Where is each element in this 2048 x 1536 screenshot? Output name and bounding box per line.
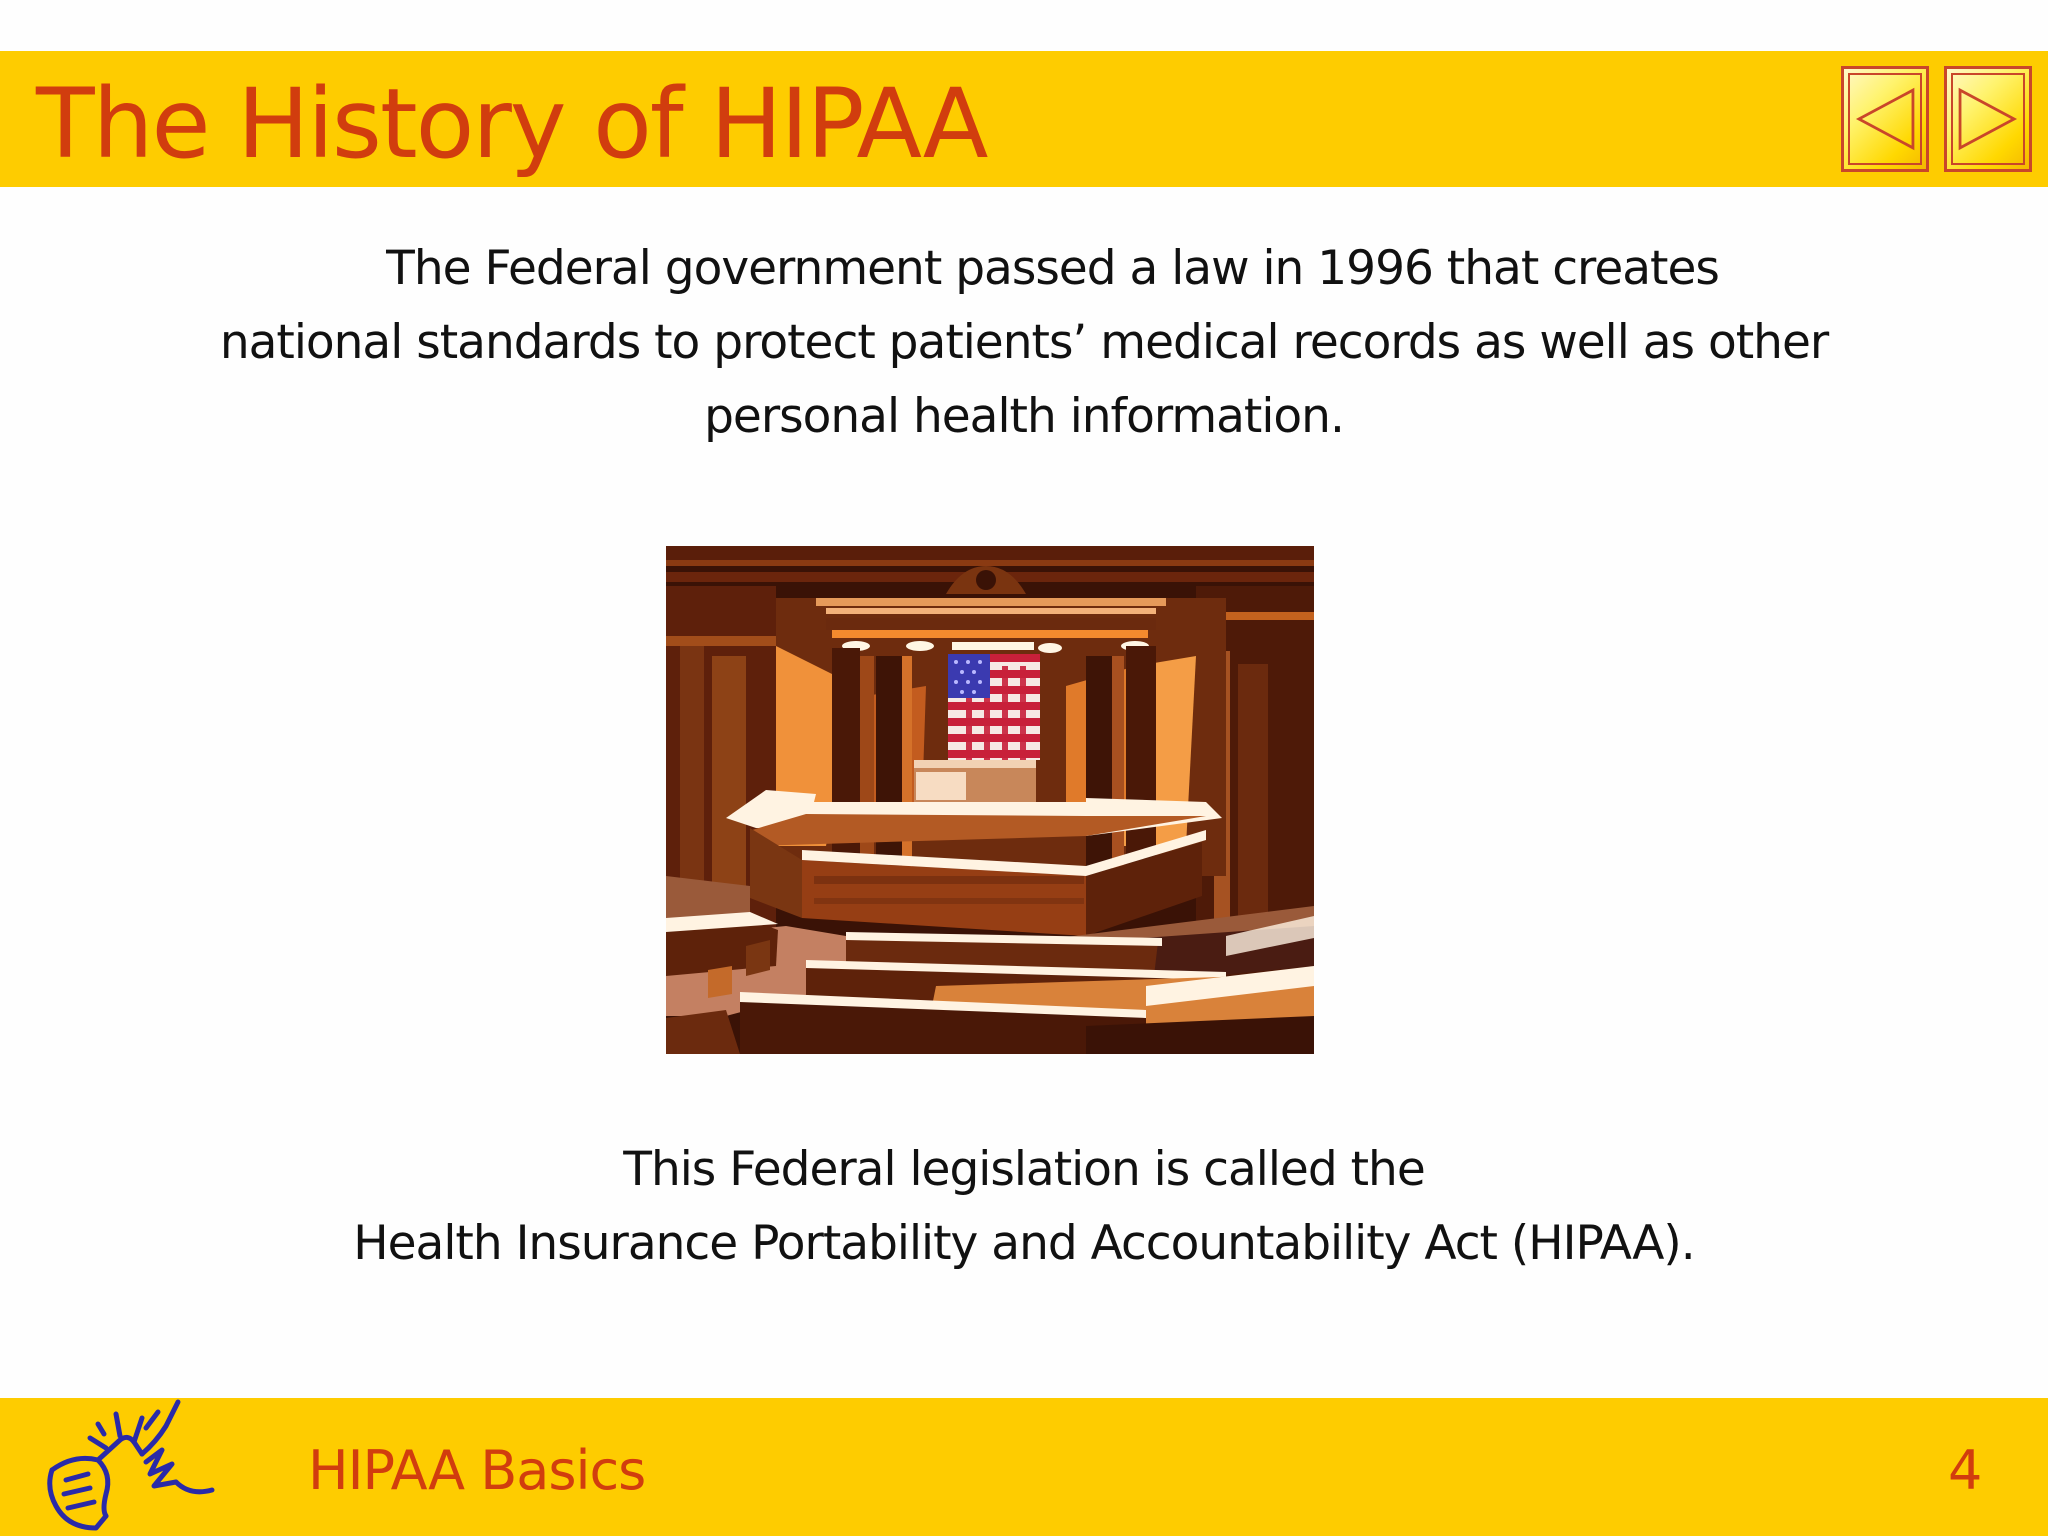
footer-label: HIPAA Basics bbox=[308, 1439, 646, 1502]
closing-line-2: Health Insurance Portability and Accountability Act (HIPAA). bbox=[353, 1216, 1695, 1271]
intro-line-2: national standards to protect patients’ medical records as well as other bbox=[219, 315, 1829, 370]
pointing-hand-logo-icon bbox=[46, 1398, 226, 1536]
previous-slide-button[interactable] bbox=[1841, 66, 1929, 172]
closing-line-1: This Federal legislation is called the bbox=[623, 1142, 1425, 1197]
intro-line-1: The Federal government passed a law in 1996 that creates bbox=[386, 241, 1719, 296]
closing-paragraph bbox=[0, 1133, 2048, 1281]
courtroom-illustration bbox=[666, 546, 1314, 1054]
intro-paragraph bbox=[0, 232, 2048, 454]
triangle-left-icon bbox=[1844, 69, 1926, 169]
triangle-right-icon bbox=[1947, 69, 2029, 169]
intro-line-3: personal health information. bbox=[704, 389, 1344, 444]
slide-title: The History of HIPAA bbox=[36, 68, 987, 180]
next-slide-button[interactable] bbox=[1944, 66, 2032, 172]
page-number: 4 bbox=[1948, 1439, 1983, 1502]
